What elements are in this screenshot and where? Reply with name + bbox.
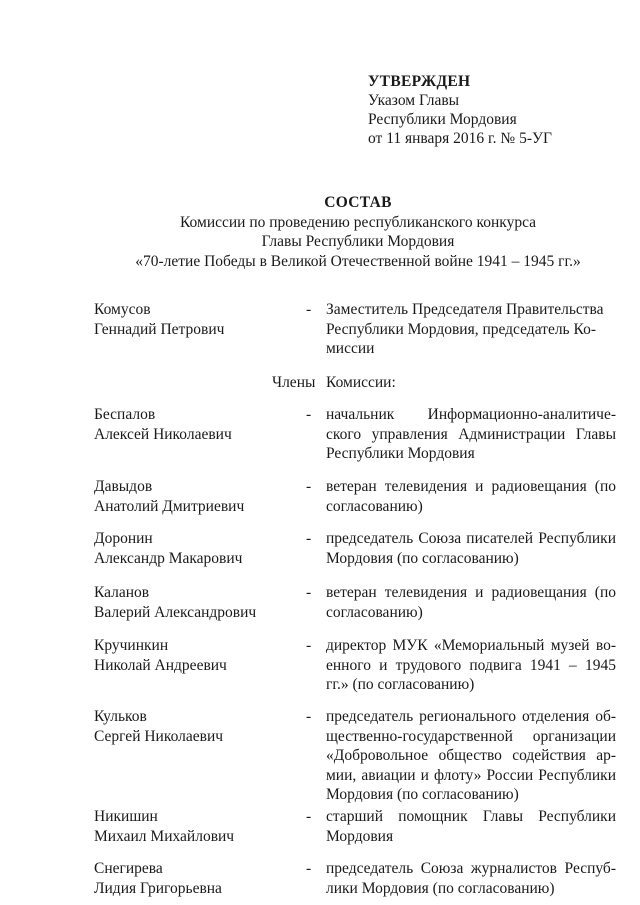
members-label: Члены bbox=[272, 374, 316, 391]
person-surname: Кульков bbox=[94, 708, 147, 725]
person-surname: Доронин bbox=[94, 530, 153, 547]
role-line: Республики Мордовия, председатель Ко- bbox=[326, 320, 596, 338]
approval-line: от 11 января 2016 г. № 5-УГ bbox=[368, 130, 552, 147]
role-line: Мордовия bbox=[326, 827, 394, 845]
members-label: Комиссии: bbox=[326, 374, 396, 391]
person-name: Анатолий Дмитриевич bbox=[94, 497, 245, 515]
dash-separator: - bbox=[306, 478, 312, 495]
role-line: председатель Союза журналистов Респуб- bbox=[326, 860, 616, 877]
member-person bbox=[94, 859, 294, 898]
member-role bbox=[326, 583, 616, 622]
role-line: председатель Союза писателей Республики bbox=[326, 530, 616, 547]
approval-stamp bbox=[368, 72, 552, 148]
role-line: Мордовия (по согласованию) bbox=[326, 549, 519, 567]
member-role bbox=[326, 529, 616, 568]
dash-separator: - bbox=[306, 708, 312, 725]
role-line: директор МУК «Мемориальный музей во- bbox=[326, 637, 616, 654]
person-name: Сергей Николаевич bbox=[94, 727, 224, 745]
role-line: председатель регионального отделения об- bbox=[326, 708, 616, 725]
approval-heading: УТВЕРЖДЕН bbox=[368, 73, 471, 90]
dash-separator: - bbox=[306, 584, 312, 601]
member-role bbox=[326, 477, 616, 516]
person-surname: Беспалов bbox=[94, 406, 156, 423]
person-surname: Снегирева bbox=[94, 860, 163, 877]
document-title bbox=[0, 193, 640, 271]
role-line: енного и трудового подвига 1941 – 1945 bbox=[326, 656, 616, 674]
member-role bbox=[326, 636, 616, 695]
person-name: Николай Андреевич bbox=[94, 656, 227, 674]
member-role bbox=[326, 807, 616, 846]
person-surname: Никишин bbox=[94, 808, 158, 825]
member-person bbox=[94, 807, 294, 846]
person-name: Валерий Александрович bbox=[94, 603, 257, 621]
role-line: начальник Информационно-аналитиче- bbox=[326, 406, 616, 423]
role-line: согласованию) bbox=[326, 603, 423, 621]
member-person bbox=[94, 707, 294, 746]
person-name: Алексей Николаевич bbox=[94, 425, 232, 443]
role-line: миссии bbox=[326, 340, 375, 357]
role-line: старший помощник Главы Республики bbox=[326, 808, 616, 825]
member-person bbox=[94, 529, 294, 568]
role-line: Республики Мордовия bbox=[326, 445, 475, 462]
approval-line: Республики Мордовия bbox=[368, 111, 517, 128]
role-line: Мордовия (по согласованию) bbox=[326, 786, 519, 803]
title-line: Комиссии по проведению республиканского конкурса bbox=[179, 213, 537, 231]
dash-separator: - bbox=[306, 637, 312, 654]
person-name: Геннадий Петрович bbox=[94, 320, 225, 338]
title-heading: СОСТАВ bbox=[324, 194, 392, 211]
dash-separator: - bbox=[306, 301, 312, 318]
person-name: Александр Макарович bbox=[94, 549, 243, 567]
role-line: мии, авиации и флоту» России Республики bbox=[326, 766, 616, 784]
member-role bbox=[326, 707, 616, 805]
role-line: Заместитель Председателя Правительства bbox=[326, 301, 604, 318]
member-person bbox=[94, 405, 294, 444]
person-name: Михаил Михайлович bbox=[94, 827, 235, 845]
role-line: ветеран телевидения и радиовещания (по bbox=[326, 584, 616, 601]
role-line: «Добровольное общество содействия ар- bbox=[326, 747, 616, 764]
person-surname: Комусов bbox=[94, 301, 151, 318]
member-role bbox=[326, 859, 616, 898]
role-line: гг.» (по согласованию) bbox=[326, 676, 475, 693]
role-line: ветеран телевидения и радиовещания (по bbox=[326, 478, 616, 495]
role-line: согласованию) bbox=[326, 497, 423, 515]
member-person bbox=[94, 583, 294, 622]
member-person bbox=[94, 477, 294, 516]
chair-role bbox=[326, 300, 616, 359]
dash-separator: - bbox=[306, 808, 312, 825]
title-line: «70-летие Победы в Великой Отечественной войне 1941 – 1945 гг.» bbox=[135, 252, 581, 270]
role-line: лики Мордовия (по согласованию) bbox=[326, 879, 555, 897]
member-role bbox=[326, 405, 616, 464]
dash-separator: - bbox=[306, 406, 312, 423]
chair-person bbox=[94, 300, 294, 339]
dash-separator: - bbox=[306, 530, 312, 547]
person-surname: Давыдов bbox=[94, 478, 153, 495]
role-line: ского управления Администрации Главы bbox=[326, 425, 616, 443]
title-line: Главы Республики Мордовия bbox=[261, 233, 455, 250]
person-surname: Кручинкин bbox=[94, 637, 169, 654]
person-surname: Каланов bbox=[94, 584, 150, 601]
member-person bbox=[94, 636, 294, 675]
approval-line: Указом Главы bbox=[368, 92, 460, 109]
person-name: Лидия Григорьевна bbox=[94, 879, 222, 897]
role-line: щественно-государственной организации bbox=[326, 727, 616, 745]
dash-separator: - bbox=[306, 860, 312, 877]
